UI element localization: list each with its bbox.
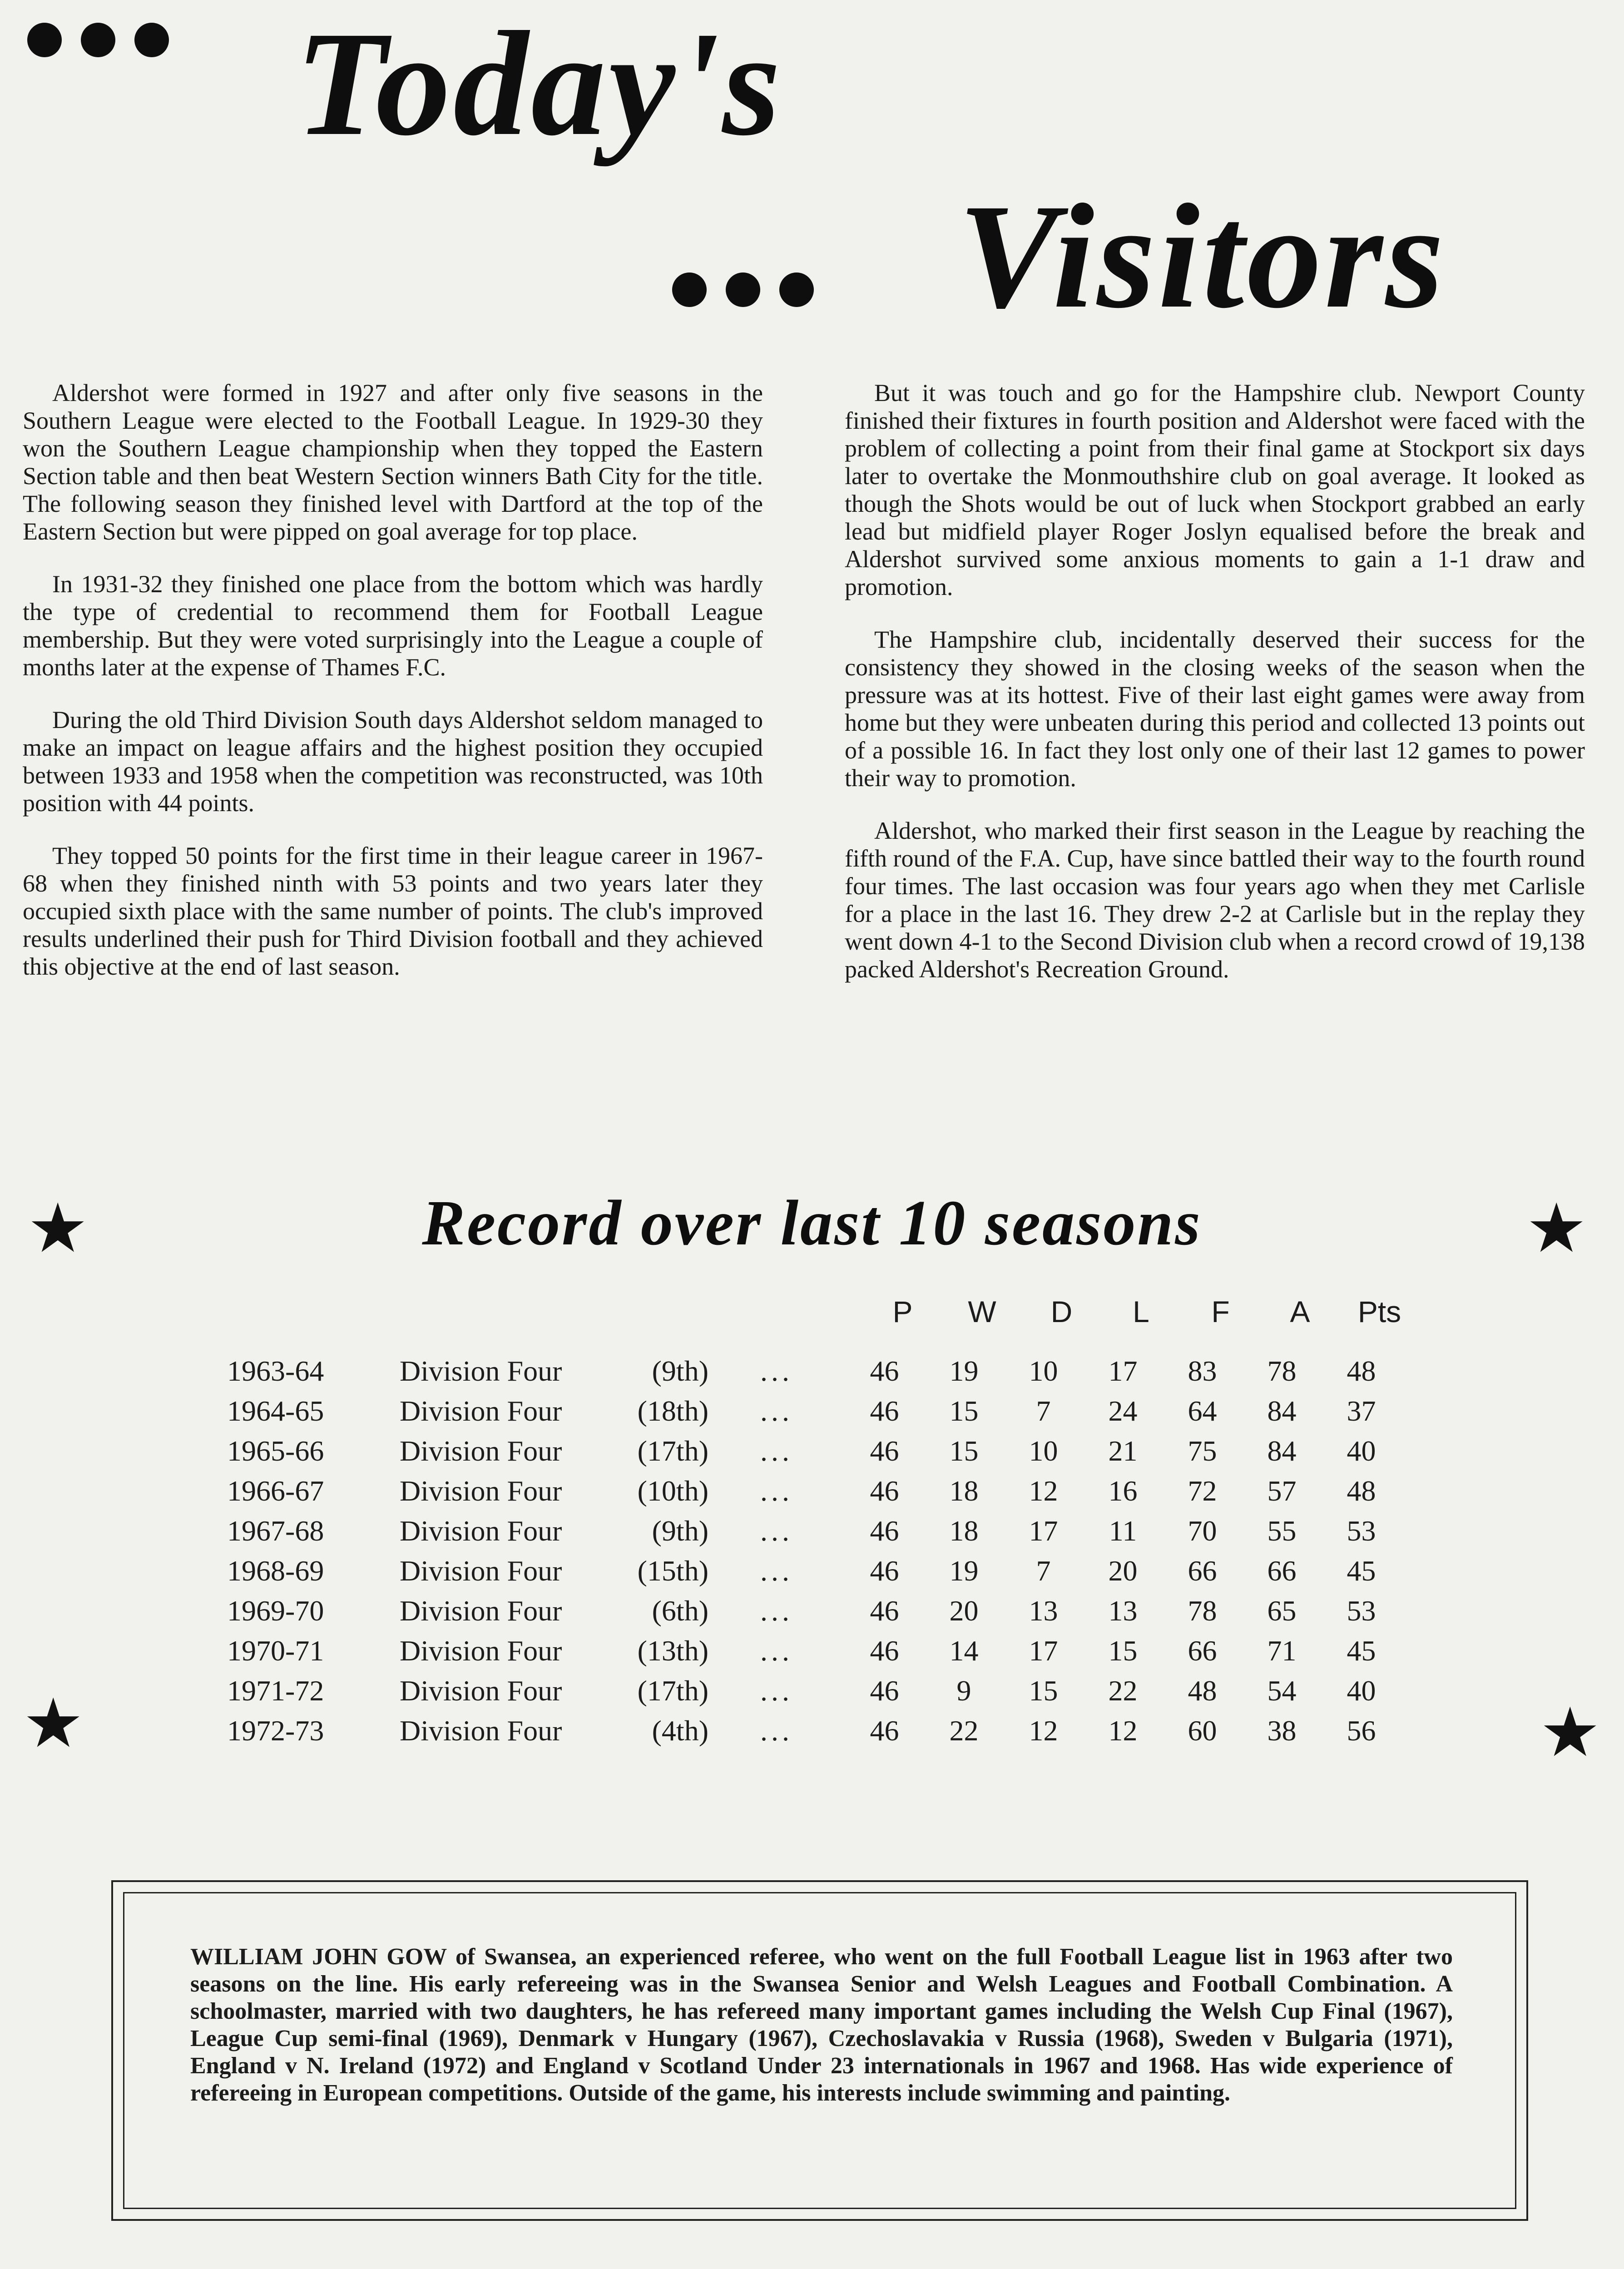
cell-l: 17	[1108, 1355, 1138, 1387]
cell-w: 22	[949, 1714, 979, 1747]
table-row	[227, 1711, 1401, 1751]
header-dots-top	[27, 23, 169, 57]
record-title: Record over last 10 seasons	[422, 1187, 1202, 1258]
row-separator: ...	[760, 1714, 793, 1747]
cell-season: 1964-65	[227, 1395, 324, 1427]
column-header: Pts	[1357, 1295, 1401, 1328]
star-icon: ★	[23, 1684, 84, 1763]
dot-icon	[27, 23, 62, 57]
cell-season: 1967-68	[227, 1515, 324, 1547]
cell-a: 65	[1267, 1595, 1297, 1627]
star-icon: ★	[27, 1189, 89, 1268]
cell-a: 66	[1267, 1555, 1297, 1587]
cell-f: 48	[1188, 1675, 1217, 1707]
referee-bio: WILLIAM JOHN GOW of Swansea, an experienced referee, who went on the full Football League list in 1963 after two seasons on the line. His early refereeing was in the Swansea Senior and Welsh Leagues and Football Combination. A schoolmaster, married with two daughters, he has refereed many important games including the Welsh Cup Final (1967), League Cup semi-final (1969), Denmark v Hungary (1967), Czechoslavakia v Russia (1968), Sweden v Bulgaria (1971), England v N. Ireland (1972) and England v Scotland Under 23 internationals in 1967 and 1968. Has wide experience of refereeing in European competitions. Outside of the game, his interests include swimming and painting.	[190, 1944, 1453, 2106]
table-row	[227, 1391, 1401, 1431]
cell-pts: 53	[1347, 1595, 1376, 1627]
cell-l: 12	[1108, 1714, 1138, 1747]
cell-d: 13	[1029, 1595, 1058, 1627]
cell-w: 15	[949, 1395, 979, 1427]
page-title-line2: Visitors	[958, 173, 1447, 339]
cell-a: 38	[1267, 1714, 1297, 1747]
row-separator: ...	[760, 1555, 793, 1587]
cell-a: 71	[1267, 1635, 1297, 1667]
cell-w: 14	[949, 1635, 979, 1667]
cell-p: 46	[870, 1555, 899, 1587]
cell-division: Division Four	[400, 1714, 562, 1747]
article-paragraph: During the old Third Division South days Aldershot seldom managed to make an impact on league affairs and the highest position they occupied between 1933 and 1958 when the competition was reconstructed, was 10th position with 44 points.	[23, 706, 763, 817]
cell-p: 46	[870, 1595, 899, 1627]
column-header: L	[1133, 1295, 1149, 1328]
row-separator: ...	[760, 1595, 793, 1627]
cell-d: 7	[1036, 1555, 1051, 1587]
cell-l: 15	[1108, 1635, 1138, 1667]
cell-position: (6th)	[652, 1595, 708, 1627]
cell-f: 64	[1188, 1395, 1217, 1427]
cell-division: Division Four	[400, 1395, 562, 1427]
cell-position: (4th)	[652, 1714, 708, 1747]
column-header: W	[968, 1295, 996, 1328]
cell-l: 20	[1108, 1555, 1138, 1587]
cell-p: 46	[870, 1714, 899, 1747]
cell-d: 12	[1029, 1475, 1058, 1507]
table-row	[227, 1431, 1401, 1471]
row-separator: ...	[760, 1515, 793, 1547]
cell-p: 46	[870, 1515, 899, 1547]
cell-season: 1968-69	[227, 1555, 324, 1587]
cell-f: 70	[1188, 1515, 1217, 1547]
page-title-line1: Today's	[295, 1, 783, 167]
cell-pts: 53	[1347, 1515, 1376, 1547]
record-column-headers	[863, 1294, 1419, 1329]
cell-position: (9th)	[652, 1355, 708, 1387]
table-row	[227, 1351, 1401, 1391]
cell-season: 1970-71	[227, 1635, 324, 1667]
cell-p: 46	[870, 1635, 899, 1667]
cell-l: 22	[1108, 1675, 1138, 1707]
table-row	[227, 1551, 1401, 1591]
cell-w: 18	[949, 1515, 979, 1547]
cell-a: 57	[1267, 1475, 1297, 1507]
cell-pts: 40	[1347, 1435, 1376, 1467]
cell-l: 24	[1108, 1395, 1138, 1427]
article-paragraph: Aldershot, who marked their first season in the League by reaching the fifth round of the F.A. Cup, have since battled their way to the fourth round four times. The last occasion was four years ago when they met Carlisle for a place in the last 16. They drew 2-2 at Carlisle but in the replay they went down 4-1 to the Second Division club when a record crowd of 19,138 packed Aldershot's Recreation Ground.	[845, 817, 1585, 983]
cell-a: 84	[1267, 1435, 1297, 1467]
cell-f: 72	[1188, 1475, 1217, 1507]
cell-w: 15	[949, 1435, 979, 1467]
cell-d: 12	[1029, 1714, 1058, 1747]
cell-f: 83	[1188, 1355, 1217, 1387]
cell-d: 17	[1029, 1515, 1058, 1547]
cell-w: 18	[949, 1475, 979, 1507]
cell-d: 17	[1029, 1635, 1058, 1667]
column-header: D	[1050, 1295, 1073, 1328]
cell-pts: 40	[1347, 1675, 1376, 1707]
cell-season: 1972-73	[227, 1714, 324, 1747]
cell-f: 66	[1188, 1635, 1217, 1667]
star-icon: ★	[1526, 1189, 1587, 1268]
cell-w: 19	[949, 1355, 979, 1387]
row-separator: ...	[760, 1475, 793, 1507]
cell-a: 84	[1267, 1395, 1297, 1427]
dot-icon	[672, 272, 707, 307]
table-row	[227, 1471, 1401, 1511]
cell-division: Division Four	[400, 1355, 562, 1387]
cell-position: (17th)	[637, 1435, 708, 1467]
article-paragraph: In 1931-32 they finished one place from the bottom which was hardly the type of credential to recommend them for Football League membership. But they were voted surprisingly into the League a couple of months later at the expense of Thames F.C.	[23, 570, 763, 681]
cell-position: (15th)	[637, 1555, 708, 1587]
cell-pts: 56	[1347, 1714, 1376, 1747]
row-separator: ...	[760, 1675, 793, 1707]
header-dots-bottom	[672, 272, 814, 307]
cell-season: 1963-64	[227, 1355, 324, 1387]
cell-season: 1965-66	[227, 1435, 324, 1467]
cell-division: Division Four	[400, 1475, 562, 1507]
column-header: P	[892, 1295, 913, 1328]
cell-d: 15	[1029, 1675, 1058, 1707]
cell-p: 46	[870, 1435, 899, 1467]
cell-division: Division Four	[400, 1435, 562, 1467]
dot-icon	[81, 23, 115, 57]
cell-pts: 45	[1347, 1555, 1376, 1587]
cell-position: (10th)	[637, 1475, 708, 1507]
cell-f: 60	[1188, 1714, 1217, 1747]
dot-icon	[779, 272, 814, 307]
cell-l: 13	[1108, 1595, 1138, 1627]
article-paragraph: The Hampshire club, incidentally deserved their success for the consistency they showed in the closing weeks of the season when the pressure was at its hottest. Five of their last eight games were away from home but they were unbeaten during this period and collected 13 points out of a possible 16. In fact they lost only one of their last 12 games to power their way to promotion.	[845, 626, 1585, 792]
row-separator: ...	[760, 1395, 793, 1427]
row-separator: ...	[760, 1355, 793, 1387]
cell-p: 46	[870, 1395, 899, 1427]
cell-division: Division Four	[400, 1595, 562, 1627]
dot-icon	[134, 23, 169, 57]
article-paragraph: Aldershot were formed in 1927 and after only five seasons in the Southern League were elected to the Football League. In 1929-30 they won the Southern League championship when they topped the Eastern Section table and then beat Western Section winners Bath City for the title. The following season they finished level with Dartford at the top of the Eastern Section but were pipped on goal average for top place.	[23, 379, 763, 545]
cell-d: 10	[1029, 1435, 1058, 1467]
cell-position: (18th)	[637, 1395, 708, 1427]
cell-division: Division Four	[400, 1515, 562, 1547]
cell-division: Division Four	[400, 1675, 562, 1707]
cell-a: 54	[1267, 1675, 1297, 1707]
row-separator: ...	[760, 1435, 793, 1467]
cell-p: 46	[870, 1475, 899, 1507]
cell-l: 16	[1108, 1475, 1138, 1507]
cell-f: 78	[1188, 1595, 1217, 1627]
cell-d: 7	[1036, 1395, 1051, 1427]
cell-p: 46	[870, 1675, 899, 1707]
cell-pts: 48	[1347, 1355, 1376, 1387]
cell-l: 11	[1109, 1515, 1137, 1547]
cell-season: 1969-70	[227, 1595, 324, 1627]
article-column-right	[845, 379, 1585, 1008]
cell-season: 1971-72	[227, 1675, 324, 1707]
table-row	[227, 1511, 1401, 1551]
article-paragraph: They topped 50 points for the first time in their league career in 1967-68 when they finished ninth with 53 points and two years later they occupied sixth place with the same number of points. The club's improved results underlined their push for Third Division football and they achieved this objective at the end of last season.	[23, 842, 763, 980]
cell-pts: 37	[1347, 1395, 1376, 1427]
table-row	[227, 1631, 1401, 1671]
dot-icon	[726, 272, 760, 307]
referee-box	[111, 1880, 1528, 2221]
cell-division: Division Four	[400, 1635, 562, 1667]
cell-division: Division Four	[400, 1555, 562, 1587]
article-paragraph: But it was touch and go for the Hampshire club. Newport County finished their fixtures in fourth position and Aldershot were faced with the problem of collecting a point from their final game at Stockport six days later to overtake the Monmouthshire club on goal average. It looked as though the Shots would be out of luck when Stockport grabbed an early lead but midfield player Roger Joslyn equalised before the break and Aldershot survived some anxious moments to gain a 1-1 draw and promotion.	[845, 379, 1585, 600]
record-table	[227, 1351, 1401, 1751]
star-icon: ★	[1540, 1693, 1601, 1772]
cell-d: 10	[1029, 1355, 1058, 1387]
cell-season: 1966-67	[227, 1475, 324, 1507]
cell-position: (9th)	[652, 1515, 708, 1547]
cell-l: 21	[1108, 1435, 1138, 1467]
cell-f: 75	[1188, 1435, 1217, 1467]
row-separator: ...	[760, 1635, 793, 1667]
cell-w: 19	[949, 1555, 979, 1587]
table-row	[227, 1671, 1401, 1711]
cell-w: 9	[956, 1675, 971, 1707]
cell-w: 20	[949, 1595, 979, 1627]
article-column-left	[23, 379, 763, 1006]
cell-f: 66	[1188, 1555, 1217, 1587]
cell-a: 55	[1267, 1515, 1297, 1547]
cell-pts: 48	[1347, 1475, 1376, 1507]
cell-pts: 45	[1347, 1635, 1376, 1667]
column-header: F	[1211, 1295, 1230, 1328]
column-header: A	[1290, 1295, 1310, 1328]
cell-a: 78	[1267, 1355, 1297, 1387]
cell-position: (17th)	[637, 1675, 708, 1707]
cell-p: 46	[870, 1355, 899, 1387]
cell-position: (13th)	[637, 1635, 708, 1667]
table-row	[227, 1591, 1401, 1631]
